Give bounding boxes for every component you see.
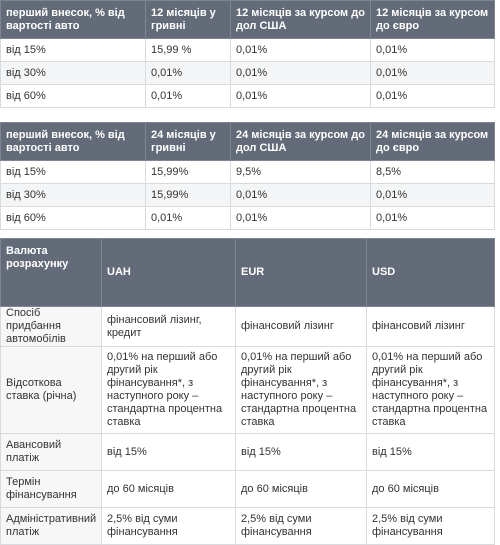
row-label: Авансовий платіж (1, 434, 102, 471)
table-cell: 0,01% на перший або другий рік фінансування*, з наступного року – стандартна процентна ставка (367, 347, 495, 434)
table-row (1, 434, 495, 471)
table-cell: фінансовий лізинг (236, 307, 367, 347)
header-eur: 24 місяців за курсом до євро (371, 123, 495, 161)
table-cell: від 15% (367, 434, 495, 471)
table-cell: від 60% (1, 207, 146, 230)
table-row (1, 184, 495, 207)
table-row (1, 307, 495, 347)
header-currency: Валюта розрахунку (1, 239, 102, 307)
table-header-row (1, 123, 495, 161)
table-row (1, 62, 495, 85)
header-uah: 12 місяців у гривні (146, 1, 231, 39)
table-cell: 0,01% (371, 184, 495, 207)
table-cell: 0,01% (371, 85, 495, 108)
table-cell: від 15% (1, 39, 146, 62)
table-cell: 9,5% (231, 161, 371, 184)
table-cell: 0,01% (146, 207, 231, 230)
table-cell: 2,5% від суми фінансування (236, 508, 367, 545)
table-header-row (1, 1, 495, 39)
table-cell: 0,01% на перший або другий рік фінансування*, з наступного року – стандартна процентна ставка (236, 347, 367, 434)
table-row (1, 161, 495, 184)
table-cell: від 30% (1, 62, 146, 85)
table-cell: фінансовий лізинг (367, 307, 495, 347)
table-cell: 0,01% (231, 207, 371, 230)
table-row (1, 207, 495, 230)
table-cell: від 15% (102, 434, 236, 471)
row-label: Термін фінансування (1, 471, 102, 508)
table-cell: 0,01% (231, 39, 371, 62)
table-cell: 0,01% (231, 184, 371, 207)
table-cell: 0,01% (146, 85, 231, 108)
table-cell: до 60 місяців (102, 471, 236, 508)
header-eur: 12 місяців за курсом до євро (371, 1, 495, 39)
table-cell: 2,5% від суми фінансування (367, 508, 495, 545)
row-label: Спосіб придбання автомобілів (1, 307, 102, 347)
table-row (1, 471, 495, 508)
table-row (1, 85, 495, 108)
table-cell: до 60 місяців (367, 471, 495, 508)
header-uah: 24 місяців у гривні (146, 123, 231, 161)
financing-terms-table (0, 238, 495, 545)
table-row (1, 347, 495, 434)
table-cell: до 60 місяців (236, 471, 367, 508)
table-cell: 2,5% від суми фінансування (102, 508, 236, 545)
table-cell: 15,99% (146, 184, 231, 207)
rates-12-months-table (0, 0, 495, 108)
rates-24-months-table (0, 122, 495, 230)
table-cell: 0,01% (231, 85, 371, 108)
table-cell: від 30% (1, 184, 146, 207)
table-cell: 15,99% (146, 161, 231, 184)
table-row (1, 508, 495, 545)
header-down-payment: перший внесок, % від вартості авто (1, 123, 146, 161)
table-cell: 0,01% (146, 62, 231, 85)
table-cell: 0,01% (371, 207, 495, 230)
table-header-row (1, 239, 495, 307)
table-cell: 0,01% (371, 39, 495, 62)
row-label: Відсоткова ставка (річна) (1, 347, 102, 434)
table-cell: від 15% (1, 161, 146, 184)
table-cell: від 60% (1, 85, 146, 108)
table-cell: 0,01% (231, 62, 371, 85)
table-cell: 8,5% (371, 161, 495, 184)
table-cell: від 15% (236, 434, 367, 471)
row-label: Адміністративний платіж (1, 508, 102, 545)
header-usd: 12 місяців за курсом до дол США (231, 1, 371, 39)
header-usd: USD (367, 239, 495, 307)
header-eur: EUR (236, 239, 367, 307)
table-cell: 15,99 % (146, 39, 231, 62)
header-down-payment: перший внесок, % від вартості авто (1, 1, 146, 39)
table-cell: фінансовий лізинг, кредит (102, 307, 236, 347)
header-uah: UAH (102, 239, 236, 307)
header-usd: 24 місяців за курсом до дол США (231, 123, 371, 161)
table-cell: 0,01% на перший або другий рік фінансування*, з наступного року – стандартна процентна ставка (102, 347, 236, 434)
table-cell: 0,01% (371, 62, 495, 85)
table-row (1, 39, 495, 62)
